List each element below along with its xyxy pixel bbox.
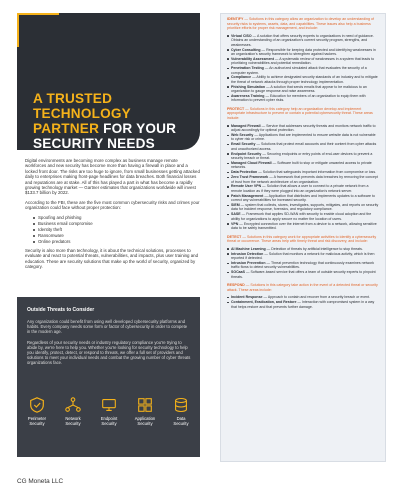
pillar-label: Security [29, 421, 45, 426]
hero-banner [17, 13, 200, 150]
section-heading-text: — Solutions in this category help an organization develop and implement appropriate infrastructure to prevent or contain a potential cybersecurity threat. These areas include: [227, 106, 373, 121]
intro-text [25, 158, 200, 274]
list-item [227, 252, 379, 261]
data-security-icon [172, 396, 190, 414]
solution-term: Zero Trust Framework [231, 175, 269, 180]
solution-term: Intrusion Detection [231, 251, 264, 256]
pillar-label: Application [134, 416, 156, 421]
solution-term: Incident Response [231, 295, 263, 300]
solution-desc: — Software built to stop or mitigate unwanted access to private networks. [231, 160, 372, 170]
security-pillars [17, 396, 200, 446]
solution-list [227, 124, 379, 231]
pillar-label: Data [176, 416, 186, 421]
solution-term: Compliance [231, 75, 252, 80]
section-heading-keyword: PROTECT [227, 106, 245, 111]
solution-term: Managed Cloud Firewall [231, 160, 272, 165]
solution-term: Email Security [231, 142, 256, 147]
list-item [227, 48, 379, 57]
list-item [227, 66, 379, 75]
solution-desc: — A solution that sends emails that appear to be malicious to an organization to gauge response and raise awareness. [231, 84, 367, 94]
company-name: CG Moneta LLC [17, 478, 64, 485]
solution-desc: — Solutions that protect email accounts and their content from cyber attacks and unauthorized access. [231, 142, 377, 151]
list-item [227, 124, 379, 133]
solution-desc: — Approach to contain and recover from a security breach or event. [262, 295, 370, 300]
list-item [227, 34, 379, 47]
section-heading [227, 283, 379, 292]
solution-term: SOCaaS [231, 270, 245, 275]
solution-desc: — Application that distributes and implements updates to a software to correct any vulnerabilities for increased security. [231, 193, 375, 203]
solution-list [227, 34, 379, 103]
solution-desc: — Securing endpoints or entry points of end-user devices to prevent a security breach or threat. [231, 151, 373, 160]
solution-term: Web Security [231, 132, 254, 137]
section-detect [227, 235, 379, 280]
list-item [227, 57, 379, 66]
list-item [227, 142, 379, 151]
list-item [227, 85, 379, 94]
solution-desc: — An authorized simulated attack that evaluates the security of a computer system. [231, 66, 367, 75]
section-heading [227, 107, 379, 121]
list-item [227, 261, 379, 270]
solution-desc: — A systematic review of weaknesses in a system that leads to prioritizing vulnerabilities and potential remediation. [231, 56, 375, 66]
section-protect [227, 107, 379, 231]
list-item [227, 247, 379, 251]
list-item [227, 170, 379, 174]
hero-title-line: TECHNOLOGY [33, 106, 131, 121]
pillar-data [163, 396, 199, 426]
risk-item: Business email compromise [33, 221, 200, 226]
intro-paragraph: Security is also more than technology, it is about the technical solutions, processes to evaluate and react to potential threats, vulnerabilities, and impacts, plus user training and education. These are security solutions that make up the world of security, organized by category. [25, 248, 199, 270]
list-item [227, 212, 379, 221]
risk-item: Spoofing and phishing [33, 215, 200, 220]
solution-term: Awareness Training [231, 94, 265, 99]
list-item [227, 184, 379, 193]
list-item [227, 152, 379, 161]
intro-paragraph: According to the FBI, these are the five most common cybersecurity risks and crimes your organization could face without proper protection: [25, 199, 200, 211]
solution-desc: — A solution that offers security experts to organizations in need of guidance. Obtains an understanding of an organization's current security program, strengths, and weaknesses. [231, 33, 374, 47]
risk-list [33, 215, 200, 244]
solution-desc: — system that collects, stores, investigates, supports, mitigates, and reports on security data for incident response, forensics, and regulatory compliance. [231, 203, 379, 212]
solution-desc: — A framework that prevents data breaches by removing the concept of trust from the network architecture of an organization. [231, 175, 378, 184]
solution-desc: — Applications that are implemented to ensure website data is not vulnerable to cyber risk or crime. [231, 132, 376, 142]
risk-item: Ransomware [33, 233, 200, 238]
list-item [227, 222, 379, 231]
section-heading-keyword: DETECT [227, 234, 242, 239]
solution-term: Containment, Eradication, and Restore [231, 300, 297, 305]
pillar-label: Perimeter [27, 416, 47, 421]
hero-title-line: A TRUSTED [33, 91, 113, 106]
solution-term: Endpoint Security [231, 151, 262, 156]
list-item [227, 133, 379, 142]
solution-desc: — Service that addresses security threats and monitors network traffic to adjust accordingly for optimal protection. [231, 123, 376, 133]
solutions-sidebar [220, 13, 386, 462]
solution-desc: — Ability to achieve designated security standards of an industry and to mitigate the threat of network attacks through proper technology implementation. [231, 75, 378, 84]
solution-list [227, 295, 379, 309]
section-heading-keyword: IDENTIFY [227, 17, 244, 21]
solution-desc: — Software-based service that offers a team of outside security experts to pinpoint threats. [231, 270, 376, 279]
outside-threats-panel [17, 297, 200, 457]
pillar-network [55, 396, 91, 426]
solution-term: Patch Management [231, 193, 264, 198]
network-security-icon [64, 396, 82, 414]
list-item [227, 75, 379, 84]
perimeter-security-icon [28, 396, 46, 414]
list-item [227, 295, 379, 299]
list-item [227, 161, 379, 170]
hero-title-line: PARTNER [33, 121, 100, 136]
solution-term: Cyber Consulting [231, 47, 261, 52]
solution-term: VPN [231, 221, 239, 226]
pillar-application [127, 396, 163, 426]
outside-paragraph: Any organization could benefit from using well developed cybersecurity platforms and habits. Every company needs some form or factor of cybersecurity in order to compete in the modern age. [27, 319, 188, 335]
solution-desc: — Solution that monitors a network for malicious activity, which is then reported if detected. [231, 251, 375, 260]
risk-item: Identity theft [33, 227, 200, 232]
section-heading-text: — Solutions in this category work for appropriate activities to identify a cybersecurity threat or occurrence. These areas help with timely threat and risk discovery, and include: [227, 234, 377, 244]
risk-item: Online predators [33, 239, 200, 244]
solution-term: SASE [231, 212, 241, 217]
pillar-label: Endpoint [100, 416, 118, 421]
pillar-label: Security [65, 421, 81, 426]
section-heading-text: — Solutions in this category take action in the event of a detected threat or security attack. These areas include: [227, 283, 378, 292]
section-heading [227, 235, 379, 244]
solution-desc: — Solution that allows a user to connect to a private network from a remote location as if they were plugged into an organization's network server. [231, 184, 369, 193]
corner-bracket-decoration [17, 13, 59, 47]
section-respond [227, 283, 379, 309]
section-identify [227, 17, 379, 103]
pillar-label: Security [173, 421, 189, 426]
outside-threats-title: Outside Threats to Consider [27, 307, 95, 313]
solution-term: Vulnerability Assessment [231, 56, 274, 61]
section-heading [227, 17, 379, 31]
list-item [227, 175, 379, 184]
solution-term: SIEM [231, 203, 240, 208]
solution-desc: — Education for members of an organization to equip them with information to prevent cyber risks. [231, 94, 366, 103]
application-security-icon [136, 396, 154, 414]
solution-desc: — Encrypted connection over the internet from a device to a network, allowing sensitive data to be safely transmitted. [231, 221, 377, 231]
pillar-label: Network [65, 416, 81, 421]
solution-term: Virtual CISO [231, 33, 252, 38]
hero-title [33, 91, 203, 151]
solution-desc: — Solution that safeguards important information from compromise or loss. [257, 170, 377, 175]
hero-title-line: FOR YOUR [99, 121, 177, 136]
pillar-perimeter [19, 396, 55, 426]
solution-desc: — Interaction with compromised system in a way that helps restore and that prevents further damage. [231, 300, 375, 309]
list-item [227, 94, 379, 103]
solution-term: Managed Firewall [231, 123, 261, 128]
solution-term: Data Protection [231, 170, 258, 175]
outside-paragraph: Regardless of your security needs or industry regulatory compliance you're trying to abide by, we're here to help you. Whether you're looking for security technology to help you identify, protect, detect, or respond to threats, we offer a full set of providers and solutions to meet your individual needs and combat the growing number of cyber threats organizations face. [27, 339, 191, 366]
list-item [227, 194, 379, 203]
list-item [227, 300, 379, 309]
solution-desc: — Responsible for keeping data protected and identifying weaknesses in an organization's security framework to strengthen against hackers. [231, 47, 376, 56]
solution-desc: — Threat prevention technology that continuously examines network traffic flows to detect security vulnerabilities. [231, 260, 375, 270]
hero-title-line: SECURITY NEEDS [33, 136, 155, 151]
solution-term: Penetration Testing [231, 66, 264, 71]
solution-term: Intrusion Prevention [231, 260, 266, 265]
solution-list [227, 247, 379, 279]
solution-term: AI Machine Learning [231, 246, 266, 251]
solution-desc: — Detection of threats by artificial intelligence to stop threats. [265, 246, 363, 251]
section-heading-keyword: RESPOND [227, 283, 245, 288]
section-heading-text: — Solutions in this category allow an organization to develop an understanding of security risks to systems, assets, data, and capabilities. These issues also help a business prioritize efforts for proper risk management, and include: [227, 17, 375, 31]
solution-term: Phishing Simulation [231, 84, 266, 89]
solution-desc: — Framework that applies SD-WAN with security to enable cloud adoption and the ability for organizations to apply secure no matter the location of users. [231, 212, 372, 221]
solution-term: Remote User VPN [231, 184, 262, 189]
pillar-label: Security [137, 421, 153, 426]
intro-paragraph: Digital environments are becoming more complex as business manage remote workforces and new security has become more than having a firewall in place and a locked front door. The risks are too huge to ignore, from small businesses getting attacked daily to enterprises making front-page headlines for data breaches. Both financial losses and reputations are at stake. All of this has played a part in what has become a rapidly growing technology market — Gartner estimates that organizations worldwide will invest $133.7 billion by 2022. [25, 158, 200, 196]
pillar-endpoint [91, 396, 127, 426]
pillar-label: Security [101, 421, 117, 426]
list-item [227, 203, 379, 212]
list-item [227, 270, 379, 279]
endpoint-security-icon [100, 396, 118, 414]
